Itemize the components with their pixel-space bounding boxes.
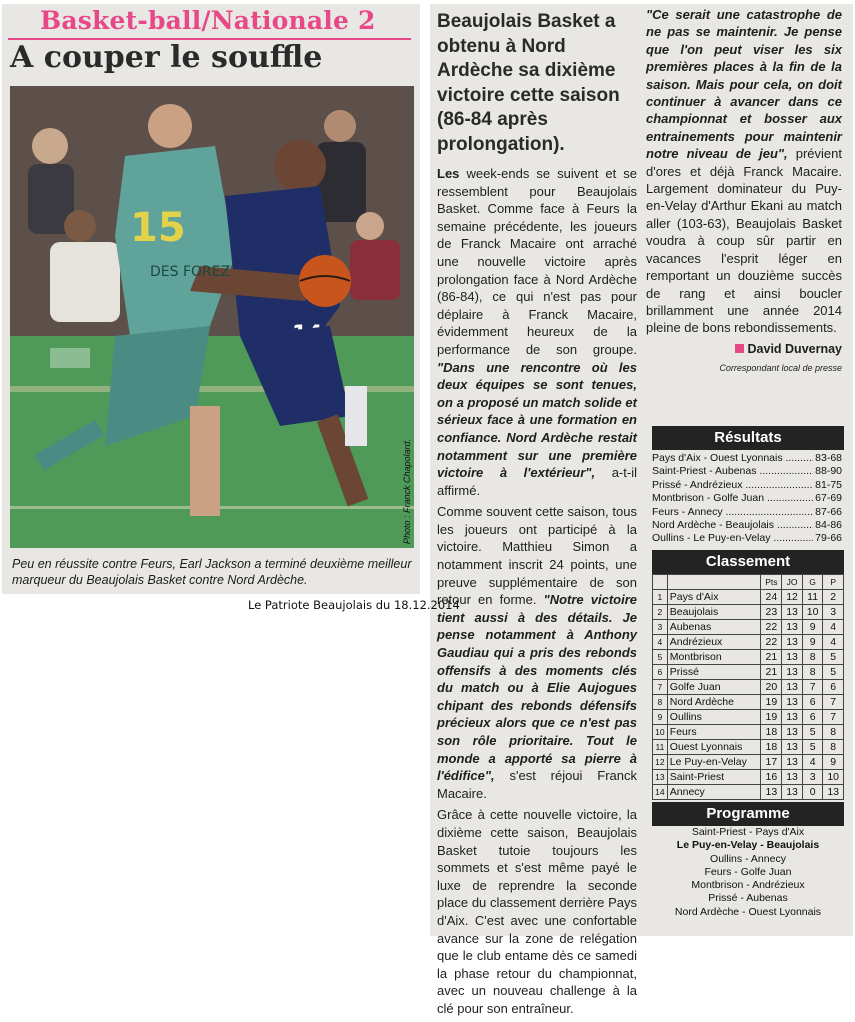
result-row <box>652 465 842 478</box>
standings-row <box>653 650 844 665</box>
standing-rank: 10 <box>653 725 668 740</box>
standings-row <box>653 620 844 635</box>
standing-won: 6 <box>802 710 823 725</box>
standing-lost: 5 <box>823 665 844 680</box>
standing-points: 22 <box>761 635 782 650</box>
standings-header: Classement <box>652 550 844 574</box>
result-match: Nord Ardèche - Beaujolais ..... <box>652 519 813 532</box>
col-header: Pts <box>761 575 782 590</box>
fixture-separator: - <box>731 865 741 878</box>
standing-won: 8 <box>802 650 823 665</box>
standing-lost: 8 <box>823 725 844 740</box>
standing-points: 18 <box>761 725 782 740</box>
team-header <box>667 575 761 590</box>
standing-rank: 3 <box>653 620 668 635</box>
standfirst: Beaujolais Basket a obtenu à Nord Ardèche sa dixième victoire cette saison (86-84 après prolongation). <box>437 11 620 155</box>
standing-won: 5 <box>802 740 823 755</box>
paragraph-2 <box>437 503 637 802</box>
result-score: 79-66 <box>815 532 842 545</box>
fixture-row <box>652 879 844 892</box>
fixture-row <box>652 839 844 852</box>
standing-played: 12 <box>782 590 803 605</box>
paragraph-4 <box>646 6 842 337</box>
headline: A couper le souffle <box>10 40 323 75</box>
standing-points: 24 <box>761 590 782 605</box>
standing-team: Oullins <box>667 710 761 725</box>
result-score: 84-86 <box>815 519 842 532</box>
quote-2-attribution: s'est réjoui Franck Macaire. <box>437 768 637 801</box>
fixture-home: Feurs <box>704 865 732 878</box>
standing-points: 20 <box>761 680 782 695</box>
standing-played: 13 <box>782 680 803 695</box>
standing-played: 13 <box>782 755 803 770</box>
standing-played: 13 <box>782 725 803 740</box>
standing-lost: 4 <box>823 635 844 650</box>
author-name: David Duvernay <box>747 341 842 356</box>
fixture-home: Nord Ardèche <box>674 905 740 918</box>
fixture-home: Le Puy-en-Velay <box>676 839 758 852</box>
quote-3-attribution: prévient d'ores et déjà Franck Macaire. Largement dominateur du Puy-en-Velay d'Arthur Ekani au match aller (103-63), Beaujolais Basket voudra à coup sûr partir en vacances l'esprit léger en remportant un douzième succès de rang et ainsi boucler brillamment une année 2014 pleine de bons rebondissements. <box>646 146 842 336</box>
standing-points: 13 <box>761 785 782 800</box>
paragraph-1-text: week-ends se suivent et se ressemblent pour Beaujolais Basket. Comme face à Feurs la semaine précédente, les joueurs de Franck Macaire ont arraché une nouvelle victoire après prolongation face à Nord Ardèche (86-84), ce qui n'est pas pour déplaire à Franck Macaire, évidemment heureux de la performance de son groupe. <box>437 166 637 357</box>
standings-row <box>653 770 844 785</box>
standing-points: 22 <box>761 620 782 635</box>
result-score: 83-68 <box>815 452 842 464</box>
section-kicker: Basket-ball/Nationale 2 <box>40 6 376 35</box>
author-line <box>646 341 842 358</box>
fixture-row <box>652 866 844 879</box>
standing-played: 13 <box>782 710 803 725</box>
standing-team: Annecy <box>667 785 761 800</box>
standing-played: 13 <box>782 770 803 785</box>
quote-3: "Ce serait une catastrophe de ne pas se maintenir. Je pense que l'on peut viser les six premières places à la fin de la saison. Mais pour cela, on doit continuer à avancer dans ce championnat et bosser aux entrainements pour maintenir notre niveau de jeu", <box>646 7 842 162</box>
author-role: Correspondant local de presse <box>719 363 842 374</box>
standing-team: Montbrison <box>667 650 761 665</box>
standing-lost: 4 <box>823 620 844 635</box>
standing-team: Saint-Priest <box>667 770 761 785</box>
standing-won: 3 <box>802 770 823 785</box>
standing-rank: 2 <box>653 605 668 620</box>
fixture-away: Annecy <box>750 852 786 865</box>
standing-lost: 10 <box>823 770 844 785</box>
standings-row <box>653 710 844 725</box>
standing-lost: 7 <box>823 695 844 710</box>
results-header: Résultats <box>652 426 844 450</box>
standing-team: Prissé <box>667 665 761 680</box>
standing-won: 6 <box>802 695 823 710</box>
standings-row <box>653 590 844 605</box>
result-row <box>652 479 842 492</box>
standing-lost: 13 <box>823 785 844 800</box>
result-row <box>652 452 842 465</box>
standing-team: Le Puy-en-Velay <box>667 755 761 770</box>
standing-played: 13 <box>782 620 803 635</box>
standing-played: 13 <box>782 635 803 650</box>
paragraph-3: Grâce à cette nouvelle victoire, la dixième cette saison, Beaujolais Basket tutoie toujours les sommets et s'est même payé le luxe de reprendre la seconde place du classement derrière Pays d'Aix. C'est avec une confortable avance sur la zone de relégation que le club entame dès ce samedi la phase retour du championnat, avec un nouveau challenge à la clé pour son entraîneur. <box>437 807 637 1016</box>
standing-played: 13 <box>782 665 803 680</box>
standings-row <box>653 635 844 650</box>
standing-won: 4 <box>802 755 823 770</box>
fixture-row <box>652 892 844 905</box>
standing-points: 23 <box>761 605 782 620</box>
paragraph-2-text: Comme souvent cette saison, tous les joueurs ont participé à la victoire. Matthieu Simon a notamment inscrit 24 points, une preuve supplémentaire de son retour en forme. <box>437 504 637 608</box>
standing-lost: 5 <box>823 650 844 665</box>
result-match: Montbrison - Golfe Juan ..... <box>652 492 813 505</box>
standing-rank: 1 <box>653 590 668 605</box>
programme-list <box>652 826 844 919</box>
fixture-away: Andrézieux <box>752 879 805 892</box>
fixture-away: Aubenas <box>746 892 788 905</box>
fixture-home: Saint-Priest <box>691 826 747 838</box>
result-row <box>652 532 842 545</box>
standing-lost: 8 <box>823 740 844 755</box>
standings-row <box>653 605 844 620</box>
article-column-2 <box>646 6 842 382</box>
standings-row <box>653 785 844 800</box>
fixture-away: Golfe Juan <box>740 865 792 878</box>
lead-word: Les <box>437 166 460 181</box>
col-header: P <box>823 575 844 590</box>
standing-played: 13 <box>782 650 803 665</box>
basketball-photo <box>10 86 414 548</box>
standing-won: 5 <box>802 725 823 740</box>
standing-rank: 5 <box>653 650 668 665</box>
standing-team: Golfe Juan <box>667 680 761 695</box>
standing-team: Aubenas <box>667 620 761 635</box>
article-column-1 <box>437 165 637 1022</box>
standings-row <box>653 740 844 755</box>
svg-text:15: 15 <box>130 205 186 251</box>
standing-points: 17 <box>761 755 782 770</box>
result-row <box>652 492 842 505</box>
standings-row <box>653 665 844 680</box>
standing-rank: 7 <box>653 680 668 695</box>
fixture-row <box>652 906 844 919</box>
standing-team: Nord Ardèche <box>667 695 761 710</box>
svg-text:DES FOREZ: DES FOREZ <box>150 264 231 280</box>
fixture-row <box>652 826 844 839</box>
photo-caption: Peu en réussite contre Feurs, Earl Jackson a terminé deuxième meilleur marqueur du Beaujolais Basket contre Nord Ardèche. <box>12 557 412 587</box>
standing-played: 13 <box>782 695 803 710</box>
fixture-row <box>652 853 844 866</box>
standing-points: 21 <box>761 665 782 680</box>
result-score: 87-66 <box>815 505 842 518</box>
standing-rank: 12 <box>653 755 668 770</box>
standing-points: 16 <box>761 770 782 785</box>
standing-rank: 9 <box>653 710 668 725</box>
standing-lost: 3 <box>823 605 844 620</box>
fixture-separator: - <box>737 892 747 905</box>
standing-points: 21 <box>761 650 782 665</box>
source-line: Le Patriote Beaujolais du 18.12.2014 <box>248 598 460 612</box>
standing-team: Ouest Lyonnais <box>667 740 761 755</box>
result-match: Prissé - Andrézieux ..... <box>652 479 813 492</box>
fixture-home: Montbrison <box>691 879 744 892</box>
standing-rank: 11 <box>653 740 668 755</box>
col-header: G <box>802 575 823 590</box>
fixture-separator: - <box>742 852 751 865</box>
standing-won: 10 <box>802 605 823 620</box>
quote-1: "Dans une rencontre où les deux équipes se sont tenues, on a proposé un match solide et sérieux face à une formation en confiance. Nord Ardèche restait notamment sur une première victoire à l'extérieur", <box>437 359 637 481</box>
standing-team: Feurs <box>667 725 761 740</box>
fixture-separator: - <box>739 905 749 918</box>
quote-1-attribution: a-t-il affirmé. <box>437 465 637 498</box>
standing-rank: 4 <box>653 635 668 650</box>
paragraph-1 <box>437 165 637 499</box>
photo-credit: Photo : Franck Chapolard. <box>402 438 412 544</box>
standing-played: 13 <box>782 605 803 620</box>
standing-rank: 8 <box>653 695 668 710</box>
standing-lost: 6 <box>823 680 844 695</box>
result-match: Oullins - Le Puy-en-Velay ..... <box>652 532 813 545</box>
standings-row <box>653 755 844 770</box>
result-match: Pays d'Aix - Ouest Lyonnais ..... <box>652 452 813 465</box>
result-score: 88-90 <box>815 465 842 478</box>
result-match: Saint-Priest - Aubenas ..... <box>652 465 813 478</box>
standing-points: 19 <box>761 695 782 710</box>
standing-lost: 7 <box>823 710 844 725</box>
standing-won: 7 <box>802 680 823 695</box>
result-score: 81-75 <box>815 478 842 491</box>
fixture-home: Prissé <box>708 892 738 905</box>
standing-lost: 9 <box>823 755 844 770</box>
standing-points: 19 <box>761 710 782 725</box>
author-marker-icon <box>735 344 744 353</box>
standings-table <box>652 574 844 800</box>
blank-header <box>653 575 668 590</box>
fixture-home: Oullins <box>710 852 743 865</box>
fixture-separator: - <box>757 839 767 852</box>
standing-team: Beaujolais <box>667 605 761 620</box>
standing-team: Andrézieux <box>667 635 761 650</box>
standing-lost: 2 <box>823 590 844 605</box>
col-header: JO <box>782 575 803 590</box>
fixture-away: Ouest Lyonnais <box>748 905 822 918</box>
standing-won: 9 <box>802 635 823 650</box>
standing-rank: 6 <box>653 665 668 680</box>
standing-played: 13 <box>782 785 803 800</box>
standing-team: Pays d'Aix <box>667 590 761 605</box>
results-list <box>652 452 842 546</box>
fixture-away: Beaujolais <box>766 839 820 852</box>
standing-won: 8 <box>802 665 823 680</box>
quote-2: "Notre victoire tient aussi à des détails. Je pense notamment à Anthony Gaudiau qui a pris des rebonds offensifs à des moments clés du match ou à Elie Aujogues chipant des rebonds défensifs précieux alors que ce n'est pas son rôle prioritaire. Tout le monde a apporté sa pierre à l'édifice", <box>437 592 637 784</box>
standings-header-row <box>653 575 844 590</box>
result-row <box>652 519 842 532</box>
standing-points: 18 <box>761 740 782 755</box>
result-score: 67-69 <box>815 492 842 505</box>
fixture-separator: - <box>743 879 753 892</box>
result-row <box>652 506 842 519</box>
standings-row <box>653 695 844 710</box>
standing-won: 11 <box>802 590 823 605</box>
standing-rank: 13 <box>653 770 668 785</box>
standings-row <box>653 725 844 740</box>
standing-played: 13 <box>782 740 803 755</box>
standing-rank: 14 <box>653 785 668 800</box>
standings-row <box>653 680 844 695</box>
result-match: Feurs - Annecy ..... <box>652 506 813 519</box>
programme-header: Programme <box>652 802 844 826</box>
photo-illustration <box>10 86 414 548</box>
fixture-away: Pays d'Aix <box>755 826 805 838</box>
fixture-separator: - <box>746 826 756 838</box>
standing-won: 0 <box>802 785 823 800</box>
standing-won: 9 <box>802 620 823 635</box>
